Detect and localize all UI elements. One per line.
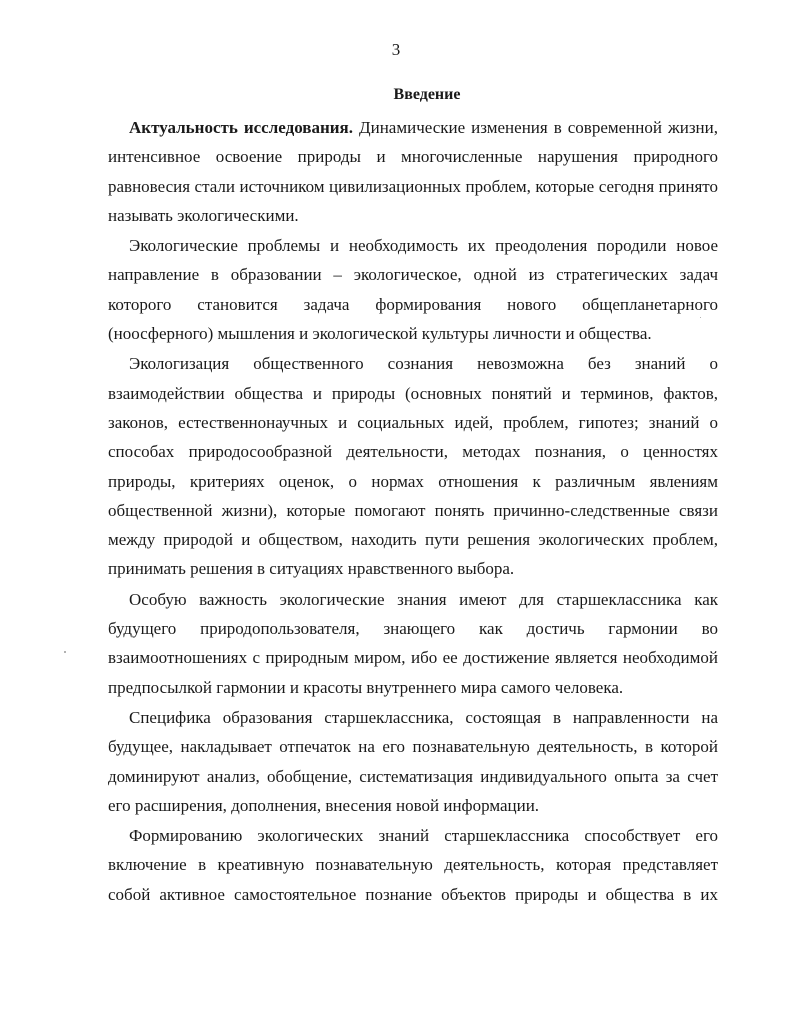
scan-speck <box>64 651 66 653</box>
section-heading: Введение <box>393 86 461 103</box>
paragraph-lead: Актуальность исследования. <box>129 118 353 137</box>
page-number: 3 <box>391 40 401 59</box>
paragraph: Особую важность экологические знания имеют для старшеклассника как будущего природопользователя, знающего как достичь гармонии во взаимоотношениях с природным миром, ибо ее достижение является необходимой предпосылкой гармонии и красоты внутреннего мира самого человека. <box>108 589 718 697</box>
paragraph: Специфика образования старшеклассника, состоящая в направленности на будущее, накладывает отпечаток на его познавательную деятельность, в которой доминируют анализ, обобщение, систематизация индивидуального опыта за счет его расширения, дополнения, внесения новой информации. <box>108 707 718 815</box>
document-body <box>108 113 718 909</box>
paragraph-relevance <box>108 113 718 230</box>
paragraph: Формированию экологических знаний старшеклассника способствует его включение в креативную познавательную деятельность, которая представляет собой активное самостоятельное познание объектов природы и общества в их <box>108 826 718 904</box>
paragraph: Экологические проблемы и необходимость их преодоления породили новое направление в образовании – экологическое, одной из стратегических задач которого становится задача формирования нового общепланетарного (ноосферного) мышления и экологической культуры личности и общества. <box>108 236 718 344</box>
paragraph-text: Динамические изменения в современной жизни, интенсивное освоение природы и многочисленные нарушения природного равновесия стали источником цивилизационных проблем, которые сегодня принято называть экологическими. <box>108 118 718 225</box>
paragraph: Экологизация общественного сознания невозможна без знаний о взаимодействии общества и природы (основных понятий и терминов, фактов, законов, естественнонаучных и социальных идей, проблем, гипотез; знаний о способах природосообразной деятельности, методах познания, о ценностях природы, критериях оценок, о нормах отношения к различным явлениям общественной жизни), которые помогают понять причинно-следственные связи между природой и обществом, находить пути решения экологических проблем, принимать решения в ситуациях нравственного выбора. <box>108 354 718 579</box>
scan-speck <box>700 317 701 318</box>
